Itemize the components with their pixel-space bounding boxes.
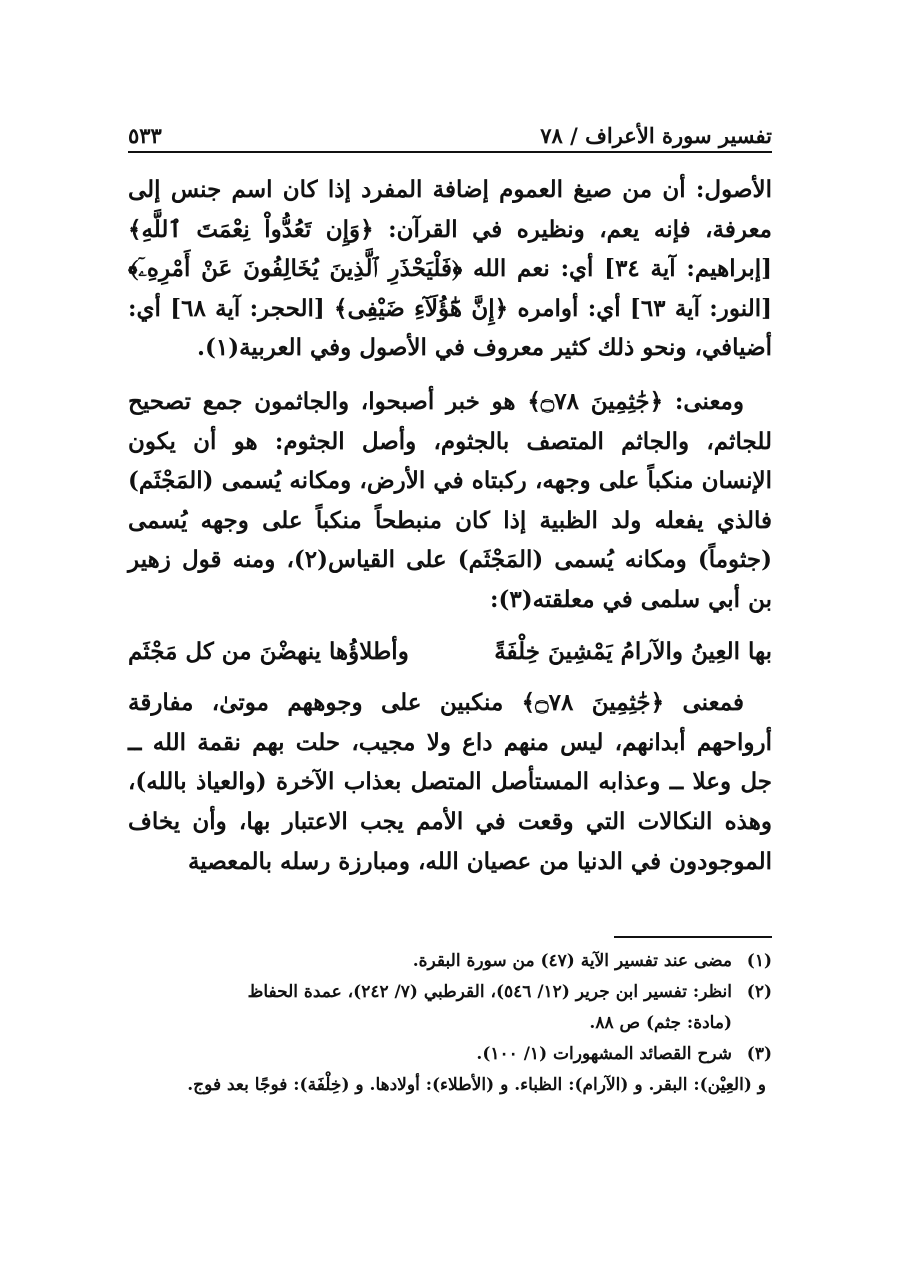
- paragraph-usul: الأصول: أن من صيغ العموم إضافة المفرد إذا كان اسم جنس إلى معرفة، فإنه يعم، ونظيره في القرآن: ﴿وَإِن تَعُدُّواْ نِعْمَتَ ٱللَّهِ﴾ [إبراهيم: آية ٣٤] أي: نعم الله ﴿فَلْيَحْذَرِ ٱلَّذِينَ يُخَالِفُونَ عَنْ أَمْرِهِۦٓ﴾ [النور: آية ٦٣] أي: أوامره ﴿إِنَّ هَٰٓؤُلَآءِ ضَيْفِى﴾ [الحجر: آية ٦٨] أي: أضيافي، ونحو ذلك كثير معروف في الأصول وفي العربية(١).: [128, 176, 773, 362]
- footnotes: [128, 946, 772, 1101]
- footnote-2: [128, 977, 772, 1008]
- footnote-text: شرح القصائد المشهورات (١/ ١٠٠).: [476, 1044, 732, 1064]
- verse-second-hemistich: وأطلاؤُها ينهضْنَ من كل مَجْثَم: [128, 637, 409, 665]
- poetry-verse: [128, 632, 772, 672]
- footnote-text: مضى عند تفسير الآية (٤٧) من سورة البقرة.: [412, 951, 732, 971]
- verse-first-hemistich: بها العِينُ والآرامُ يَمْشِينَ خِلْفَةً: [494, 637, 772, 665]
- main-text: [128, 170, 772, 881]
- header-divider: [128, 151, 772, 153]
- running-title: تفسير سورة الأعراف / ٧٨: [540, 123, 772, 148]
- footnote-number: (٣): [746, 1044, 772, 1064]
- footnote-2-continuation: (مادة: جثم) ص ٨٨.: [589, 1013, 732, 1033]
- footnote-3-gloss: و (العِيْن): البقر. و (الآرام): الظباء. و (الأطلاء): أولادها. و (خِلْفَة): فوجًا بعد فوج.: [187, 1075, 766, 1095]
- paragraph-jathimin-meaning: ومعنى: ﴿جَٰثِمِينَ ۝٧٨﴾ هو خبر أصبحوا، والجاثمون جمع تصحيح للجاثم، والجاثم المتصف بالجثوم، وأصل الجثوم: هو أن يكون الإنسان منكباً على وجهه، ركبتاه في الأرض، ومكانه يُسمى (المَجْثَم) فالذي يفعله ولد الظبية إذا كان منبطحاً منكباً على وجهه يُسمى (جثوماً) ومكانه يُسمى (المَجْثَم) على القياس(٢)، ومنه قول زهير بن أبي سلمى في معلقته(٣):: [128, 387, 772, 613]
- footnote-1: [128, 946, 772, 977]
- footnote-number: (٢): [746, 982, 772, 1002]
- footnote-number: (١): [746, 951, 772, 971]
- running-header: [128, 108, 772, 148]
- footnote-divider: [614, 936, 772, 938]
- page-number: ٥٣٣: [128, 123, 162, 148]
- footnote-text: انظر: تفسير ابن جرير (١٢/ ٥٤٦)، القرطبي (٧/ ٢٤٢)، عمدة الحفاظ: [247, 982, 732, 1002]
- paragraph-conclusion: فمعنى ﴿جَٰثِمِينَ ۝٧٨﴾ منكبين على وجوههم موتىٰ، مفارقة أرواحهم أبدانهم، ليس منهم داع ولا مجيب، حلت بهم نقمة الله ــ جل وعلا ــ وعذابه المستأصل المتصل بعذاب الآخرة (والعياذ بالله)، وهذه النكالات التي وقعت في الأمم يجب الاعتبار بها، وأن يخاف الموجودون في الدنيا من عصيان الله، ومبارزة رسله بالمعصية: [128, 689, 772, 875]
- footnote-3: [128, 1039, 772, 1070]
